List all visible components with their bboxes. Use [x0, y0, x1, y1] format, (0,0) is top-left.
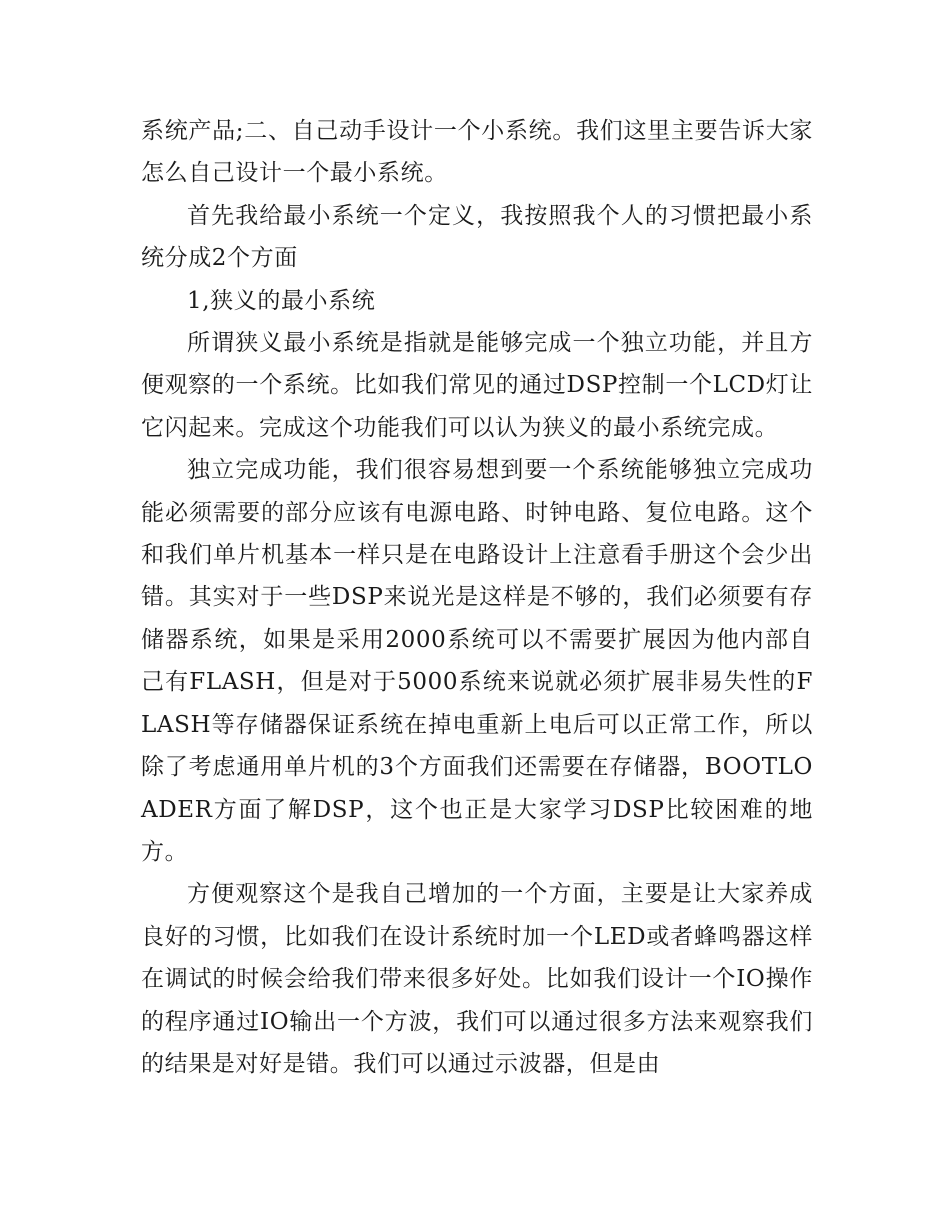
paragraph-definition: 首先我给最小系统一个定义，我按照我个人的习惯把最小系统分成2个方面	[141, 202, 813, 272]
paragraph-narrow-definition: 所谓狭义最小系统是指就是能够完成一个独立功能，并且方便观察的一个系统。比如我们常见的通过DSP控制一个LCD灯让它闪起来。完成这个功能我们可以认为狭义的最小系统完成。	[141, 330, 813, 441]
paragraph-continuation: 系统产品;二、自己动手设计一个小系统。我们这里主要告诉大家怎么自己设计一个最小系统。	[141, 118, 813, 187]
paragraph-independent-function: 独立完成功能，我们很容易想到要一个系统能够独立完成功能必须需要的部分应该有电源电路、时钟电路、复位电路。这个和我们单片机基本一样只是在电路设计上注意看手册这个会少出错。其实对于一些DSP来说光是这样是不够的，我们必须要有存储器系统，如果是采用2000系统可以不需要扩展因为他内部自己有FLASH，但是对于5000系统来说就必须扩展非易失性的FLASH等存储器保证系统在掉电重新上电后可以正常工作，所以除了考虑通用单片机的3个方面我们还需要在存储器，BOOTLOADER方面了解DSP，这个也正是大家学习DSP比较困难的地方。	[141, 457, 813, 865]
body-text	[141, 110, 813, 1085]
section-heading-narrow-minimum-system: 1,狭义的最小系统	[187, 287, 376, 314]
paragraph-easy-observation: 方便观察这个是我自己增加的一个方面，主要是让大家养成良好的习惯，比如我们在设计系统时加一个LED或者蜂鸣器这样在调试的时候会给我们带来很多好处。比如我们设计一个IO操作的程序通过IO输出一个方波，我们可以通过很多方法来观察我们的结果是对好是错。我们可以通过示波器，但是由	[141, 881, 813, 1077]
